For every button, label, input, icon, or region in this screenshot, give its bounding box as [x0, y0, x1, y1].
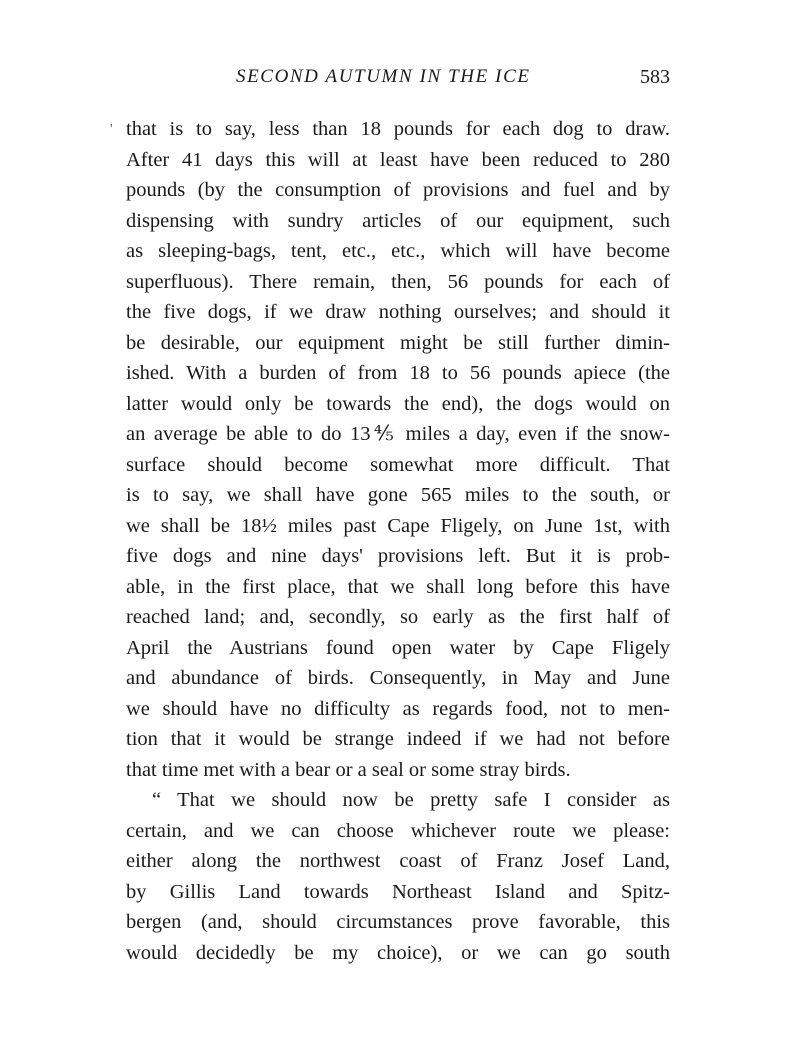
text-line: an average be able to do 13⅘ miles a day, even if the snow- — [126, 423, 670, 445]
text-line-paragraph-start: “ That we should now be pretty safe I consider as — [152, 789, 670, 811]
text-line-paragraph-end: that time met with a bear or a seal or some stray birds. — [126, 758, 571, 781]
text-line: either along the northwest coast of Franz Josef Land, — [126, 850, 670, 872]
text-line: the five dogs, if we draw nothing ourselves; and should it — [126, 301, 670, 323]
text-line: is to say, we shall have gone 565 miles to the south, or — [126, 484, 670, 506]
text-line: certain, and we can choose whichever route we please: — [126, 819, 670, 842]
text-line: and abundance of birds. Consequently, in May and June — [126, 667, 670, 689]
body-text — [126, 114, 670, 968]
text-line: After 41 days this will at least have been reduced to 280 — [126, 148, 670, 171]
text-line: be desirable, our equipment might be still further dimin- — [126, 331, 670, 354]
text-line: April the Austrians found open water by Cape Fligely — [126, 636, 670, 659]
text-line: reached land; and, secondly, so early as the first half of — [126, 606, 670, 628]
text-line: latter would only be towards the end), the dogs would on — [126, 392, 670, 415]
text-line: able, in the first place, that we shall long before this have — [126, 575, 670, 598]
text-line: pounds (by the consumption of provisions and fuel and by — [126, 179, 670, 201]
text-line: tion that it would be strange indeed if we had not before — [126, 728, 670, 750]
running-title: SECOND AUTUMN IN THE ICE — [236, 66, 531, 87]
text-line: would decidedly be my choice), or we can go south — [126, 941, 670, 964]
stray-mark: ' — [110, 122, 113, 137]
text-line: we shall be 18½ miles past Cape Fligely, on June 1st, with — [126, 514, 670, 537]
running-head — [126, 66, 670, 96]
text-line: that is to say, less than 18 pounds for each dog to draw. — [126, 118, 670, 140]
page-number: 583 — [640, 66, 670, 88]
text-line: superfluous). There remain, then, 56 pounds for each of — [126, 270, 670, 293]
text-line: surface should become somewhat more difficult. That — [126, 453, 670, 476]
text-line: as sleeping-bags, tent, etc., etc., which will have become — [126, 240, 670, 262]
text-line: dispensing with sundry articles of our equipment, such — [126, 209, 670, 232]
text-line: bergen (and, should circumstances prove favorable, this — [126, 911, 670, 933]
text-line: we should have no difficulty as regards food, not to men- — [126, 697, 670, 720]
text-line: by Gillis Land towards Northeast Island and Spitz- — [126, 880, 670, 903]
text-line: ished. With a burden of from 18 to 56 pounds apiece (the — [126, 362, 670, 384]
text-line: five dogs and nine days' provisions left. But it is prob- — [126, 545, 670, 567]
